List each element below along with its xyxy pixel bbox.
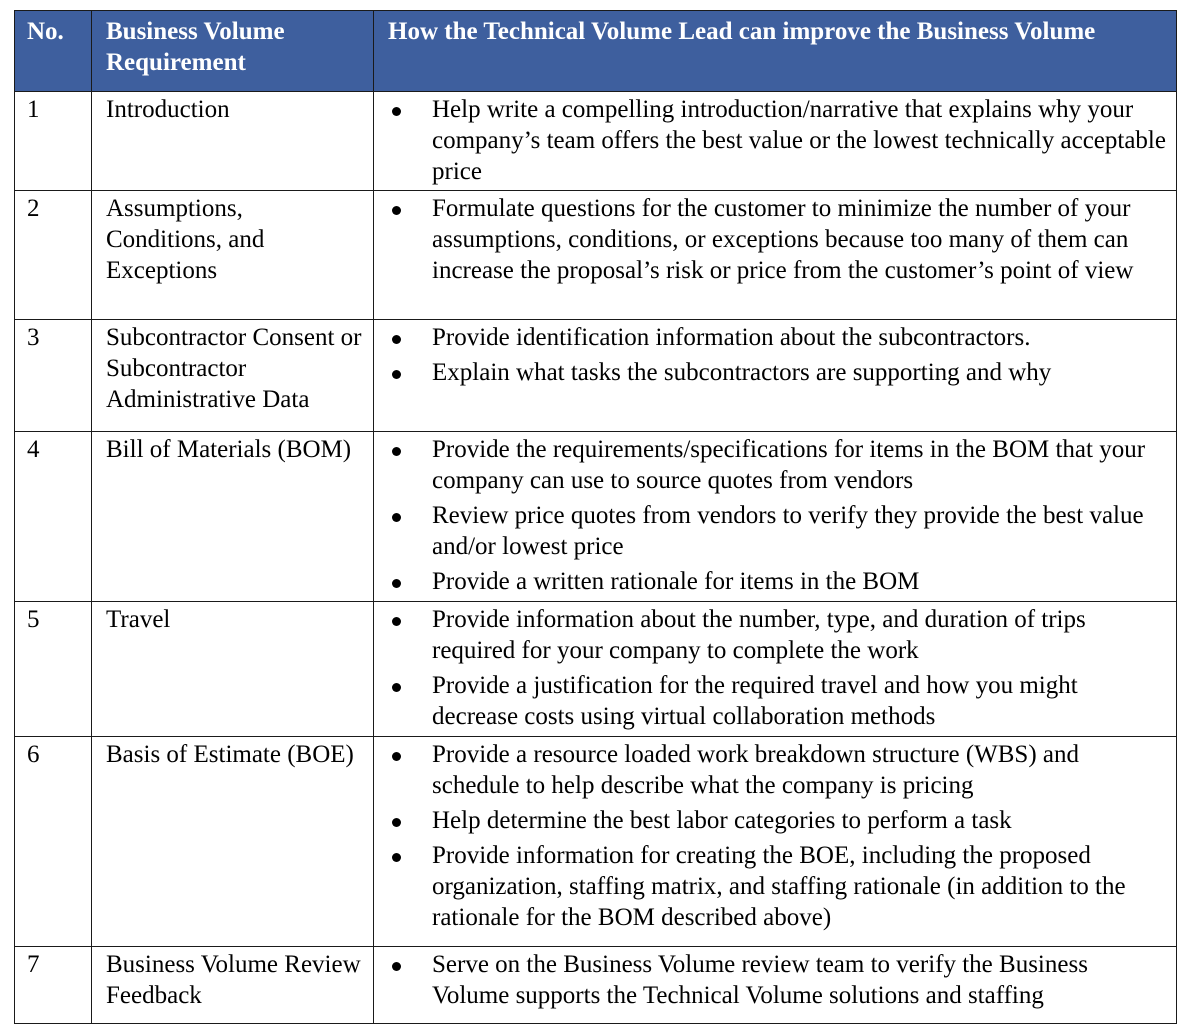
list-item-text: Provide identification information about the subcontractors. — [432, 324, 1031, 351]
improvement-cell — [374, 947, 1177, 1024]
table-header-row — [15, 11, 1177, 92]
improvement-list — [374, 94, 1166, 187]
list-item-text: Provide information about the number, type, and duration of trips required for your company to complete the work — [432, 606, 1086, 664]
list-item-text: Help write a compelling introduction/narrative that explains why your company’s team offers the best value or the lowest technically acceptable price — [432, 96, 1166, 185]
improvement-cell — [374, 191, 1177, 320]
list-item — [374, 604, 1166, 666]
improvement-list — [374, 322, 1166, 388]
bullet-icon — [392, 752, 401, 761]
row-number: 3 — [15, 320, 92, 432]
table-row — [15, 947, 1177, 1024]
row-number: 6 — [15, 737, 92, 947]
row-number: 2 — [15, 191, 92, 320]
bullet-icon — [392, 579, 401, 588]
list-item — [374, 357, 1166, 388]
list-item — [374, 566, 1166, 597]
bullet-icon — [392, 962, 401, 971]
list-item-text: Provide a written rationale for items in the BOM — [432, 568, 920, 595]
column-header-no: No. — [15, 11, 92, 92]
row-number: 5 — [15, 602, 92, 737]
list-item-text: Help determine the best labor categories to perform a task — [432, 807, 1012, 834]
improvement-list — [374, 604, 1166, 732]
table-row — [15, 432, 1177, 602]
list-item-text: Review price quotes from vendors to verify they provide the best value and/or lowest price — [432, 502, 1144, 560]
list-item — [374, 500, 1166, 562]
requirement-cell: Bill of Materials (BOM) — [92, 432, 374, 602]
bullet-icon — [392, 447, 401, 456]
column-header-requirement: Business Volume Requirement — [92, 11, 374, 92]
bullet-icon — [392, 335, 401, 344]
row-number: 7 — [15, 947, 92, 1024]
bullet-icon — [392, 206, 401, 215]
bullet-icon — [392, 818, 401, 827]
table-row — [15, 602, 1177, 737]
requirement-cell: Travel — [92, 602, 374, 737]
list-item-text: Serve on the Business Volume review team to verify the Business Volume supports the Technical Volume solutions and staffing — [432, 951, 1088, 1009]
table-row — [15, 320, 1177, 432]
list-item — [374, 739, 1166, 801]
bullet-icon — [392, 853, 401, 862]
improvement-cell — [374, 737, 1177, 947]
table-row — [15, 737, 1177, 947]
bullet-icon — [392, 513, 401, 522]
bullet-icon — [392, 617, 401, 626]
improvement-list — [374, 739, 1166, 933]
requirement-cell: Assumptions, Conditions, and Exceptions — [92, 191, 374, 320]
improvement-list — [374, 434, 1166, 597]
list-item-text: Provide the requirements/specifications for items in the BOM that your company can use to source quotes from vendors — [432, 436, 1146, 494]
improvement-cell — [374, 432, 1177, 602]
list-item — [374, 670, 1166, 732]
list-item — [374, 322, 1166, 353]
row-number: 1 — [15, 92, 92, 191]
row-number: 4 — [15, 432, 92, 602]
bullet-icon — [392, 683, 401, 692]
bullet-icon — [392, 107, 401, 116]
list-item — [374, 193, 1166, 286]
list-item — [374, 94, 1166, 187]
list-item-text: Explain what tasks the subcontractors are supporting and why — [432, 359, 1052, 386]
column-header-how: How the Technical Volume Lead can improve the Business Volume — [374, 11, 1177, 92]
list-item-text: Provide a resource loaded work breakdown structure (WBS) and schedule to help describe what the company is pricing — [432, 741, 1080, 799]
improvement-cell — [374, 602, 1177, 737]
list-item — [374, 434, 1166, 496]
list-item-text: Formulate questions for the customer to minimize the number of your assumptions, conditions, or exceptions because too many of them can increase the proposal’s risk or price from the customer’s point of view — [432, 195, 1134, 284]
bullet-icon — [392, 370, 401, 379]
list-item-text: Provide information for creating the BOE, including the proposed organization, staffing matrix, and staffing rationale (in addition to the rationale for the BOM described above) — [432, 842, 1126, 931]
list-item — [374, 949, 1166, 1011]
list-item — [374, 840, 1166, 933]
improvement-cell — [374, 320, 1177, 432]
requirement-cell: Basis of Estimate (BOE) — [92, 737, 374, 947]
requirement-cell: Introduction — [92, 92, 374, 191]
list-item-text: Provide a justification for the required travel and how you might decrease costs using virtual collaboration methods — [432, 672, 1078, 730]
improvement-cell — [374, 92, 1177, 191]
requirements-table — [14, 10, 1177, 1024]
requirement-cell: Subcontractor Consent or Subcontractor Administrative Data — [92, 320, 374, 432]
list-item — [374, 805, 1166, 836]
requirements-table-container — [14, 10, 1176, 1024]
table-row — [15, 92, 1177, 191]
improvement-list — [374, 193, 1166, 286]
table-row — [15, 191, 1177, 320]
improvement-list — [374, 949, 1166, 1011]
requirement-cell: Business Volume Review Feedback — [92, 947, 374, 1024]
